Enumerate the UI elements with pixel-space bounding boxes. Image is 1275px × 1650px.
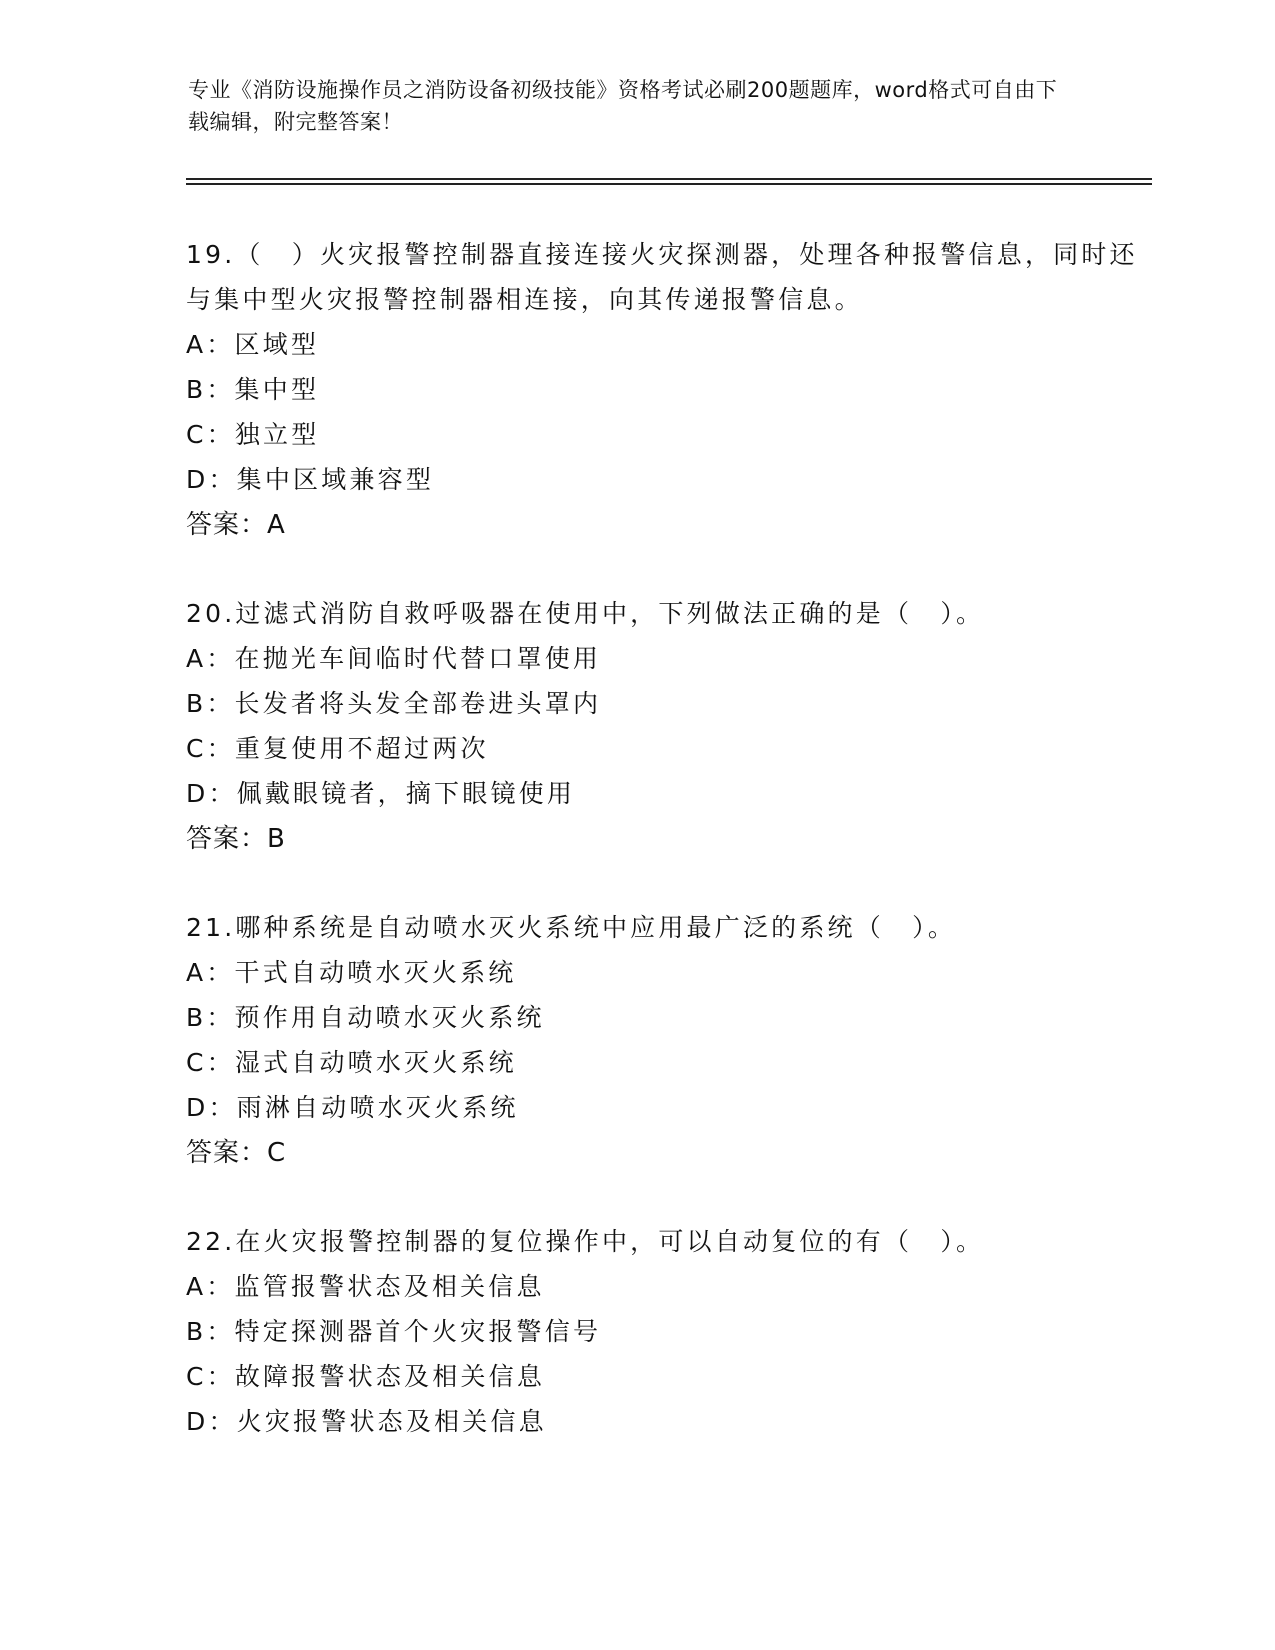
option-a: A：区域型: [186, 330, 320, 359]
question-list: [186, 232, 1146, 1487]
option-b: B：预作用自动喷水灭火系统: [186, 1003, 545, 1032]
option-d: D：火灾报警状态及相关信息: [186, 1407, 547, 1436]
option-c: C：重复使用不超过两次: [186, 734, 489, 763]
answer-line: 答案：C: [186, 1138, 287, 1168]
header-rule-top: [186, 178, 1152, 180]
option-a: A：干式自动喷水灭火系统: [186, 958, 517, 987]
option-d: D：佩戴眼镜者，摘下眼镜使用: [186, 779, 576, 808]
option-c: C：湿式自动喷水灭火系统: [186, 1048, 517, 1077]
answer-line: 答案：B: [186, 824, 286, 854]
option-a: A：在抛光车间临时代替口罩使用: [186, 644, 602, 673]
question-21: [186, 905, 1146, 1176]
question-22: [186, 1219, 1146, 1444]
option-d: D：雨淋自动喷水灭火系统: [186, 1093, 519, 1122]
document-header: 专业《消防设施操作员之消防设备初级技能》资格考试必刷200题题库，word格式可自由下载编辑，附完整答案！: [188, 78, 1058, 134]
option-b: B：特定探测器首个火灾报警信号: [186, 1317, 602, 1346]
question-19: [186, 232, 1146, 548]
option-c: C：独立型: [186, 420, 320, 449]
question-20: [186, 591, 1146, 862]
option-c: C：故障报警状态及相关信息: [186, 1362, 546, 1391]
question-stem: 21.哪种系统是自动喷水灭火系统中应用最广泛的系统（ ）。: [186, 913, 957, 942]
question-stem: 22.在火灾报警控制器的复位操作中，可以自动复位的有（ ）。: [186, 1227, 985, 1256]
option-a: A：监管报警状态及相关信息: [186, 1272, 545, 1301]
option-d: D：集中区域兼容型: [186, 465, 435, 494]
question-stem: 19.（ ）火灾报警控制器直接连接火灾探测器，处理各种报警信息，同时还与集中型火灾报警控制器相连接，向其传递报警信息。: [186, 240, 1138, 314]
header-rule-bottom: [186, 183, 1152, 185]
option-b: B：集中型: [186, 375, 320, 404]
answer-line: 答案：A: [186, 510, 286, 540]
question-stem: 20.过滤式消防自救呼吸器在使用中，下列做法正确的是（ ）。: [186, 599, 985, 628]
option-b: B：长发者将头发全部卷进头罩内: [186, 689, 602, 718]
